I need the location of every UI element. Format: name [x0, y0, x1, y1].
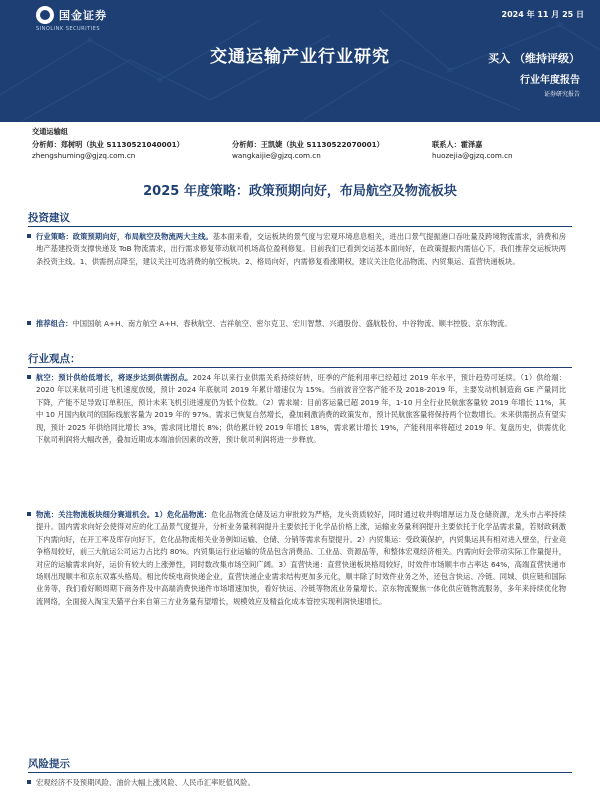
report-date: 2024 年 11 月 25 日: [501, 10, 584, 19]
paragraph: [36, 777, 566, 789]
contact-email[interactable]: huozejia@gjzq.com.cn: [432, 151, 513, 160]
logo-name: 国金证券: [59, 9, 107, 22]
body-text: 宏观经济不及预期风险、油价大幅上涨风险、人民币汇率贬值风险。: [36, 778, 255, 787]
bullet-marker: [27, 234, 31, 238]
analyst-2-email[interactable]: wangkaijie@gjzq.com.cn: [232, 151, 321, 160]
section-heading-investment: 投资建议: [28, 212, 70, 224]
lead-text: 行业策略：政策预期向好，布局航空及物流两大主线。: [36, 232, 213, 241]
paragraph: [36, 372, 566, 446]
email-row: [32, 150, 568, 161]
analyst-info: [32, 127, 568, 161]
lead-text: 物流：关注物流板块细分赛道机会。1）危化品物流：: [36, 510, 212, 519]
analyst-1-email[interactable]: zhengshuming@gjzq.com.cn: [32, 151, 136, 160]
report-department: 证券研究报告: [543, 91, 580, 98]
section-divider: [28, 226, 572, 227]
company-logo: [36, 6, 107, 24]
contact-person: 联系人：霍泽嘉: [432, 140, 483, 149]
section-heading-industry-view: 行业观点：: [28, 353, 81, 365]
rating-label: 买入 （维持评级）: [488, 52, 580, 65]
report-title: 交通运输产业行业研究: [210, 47, 390, 67]
bullet-marker: [27, 321, 31, 325]
bullet-logistics: [36, 509, 566, 608]
section-divider: [28, 772, 572, 773]
analyst-1: 分析师：郑树明（执业 S1130521040001）: [32, 140, 184, 149]
main-title: 2025 年度策略：政策预期向好，布局航空及物流板块: [143, 184, 457, 199]
paragraph: [36, 318, 566, 330]
report-header: [0, 0, 600, 122]
lead-text: 航空：预计供给低增长，将逐步达到供需拐点。: [36, 373, 193, 382]
bullet-industry-strategy: [36, 231, 566, 268]
section-heading-risk: 风险提示: [28, 758, 70, 770]
logo-subtitle: SINOLINK SECURITIES: [36, 26, 100, 32]
paragraph: [36, 231, 566, 268]
body-text: 中国国航 A+H、南方航空 A+H、春秋航空、吉祥航空、密尔克卫、宏川智慧、兴通股份、盛航股份、中谷物流、顺丰控股、京东物流。: [72, 319, 512, 328]
bullet-recommended-portfolio: [36, 318, 566, 330]
bullet-risk: [36, 777, 566, 789]
team-name: 交通运输组: [32, 127, 68, 136]
body-text: 2024 年以来行业供需关系持续好转，旺季的产能利用率已经超过 2019 年水平，预计趋势可延续。（1）供给端：2020 年以来航司引进飞机速度放缓，预计 2024 年底航司 2019 年累计增速仅为 15%。当前波音空客产能不及 2018-2019 年，主要发动机制造商 GE 产量同比下降，产能不足导致订单积压，预计未来飞机引进速度仍为低个位数。（2）需求端：目前客运量已超 2019 年，1-10 月全行业民航旅客量较 2019 年增长 11%，其中 10 月国内航司的国际线旅客量为 2019 年的 97%。需求已恢复自然增长，叠加刺激消费的政策发布，预计民航旅客量将保持两个位数增长。未来供需拐点有望实现，预计 2025 年供给同比增长 3%，需求同比增长 8%；供给累计较 2019 年增长 18%，需求累计增长 19%，产能利用率将超过 2019 年。复盘历史，供需优化下航司利润将大幅改善，叠加近期成本端油价因素的改善，预计航司利润将进一步释放。: [36, 373, 566, 445]
report-type: 行业年度报告: [520, 75, 580, 86]
bullet-marker: [27, 512, 31, 516]
body-text: 基本面来看，交运板块的景气度与宏观环境息息相关，进出口景气提振港口吞吐量及跨境物流需求，消费和房地产基建投资支撑快递及 ToB 物流需求，出行需求修复带动航司机场高位盈利修复。目前我们已看到交运基本面向好，在政策提振内需信心下，我们推荐交运板块两条投资主线。1、供需拐点降至，建议关注可选消费的航空板块。2、格局向好，内需修复看涨期权，建议关注危化品物流、内贸集运、直营快递板块。: [36, 232, 566, 266]
body-text: 危化品物流仓储及运力审批较为严格，龙头资质较好，同时通过收并购增厚运力及仓储资源，龙头市占率持续提升。国内需求向好会使得对应的化工品景气度提升，分析业务量利润提升主要依托于化学品价格上涨，运输业务量利润提升主要依托于化学品需求量，若财政刺激下内需向好，在开工率及库存向好下，危化品物流相关业务例如运输、仓储、分销等需求有望提升。2）内贸集运：受政策保护，内贸集运具有相对进入壁垒，行业竞争格局较好，前三大航运公司运力占比约 80%。内贸集运行业运输的货品包含消费品、工业品、资源品等，和整体宏观经济相关。内需向好会带动实际工作量提升，对应的运输需求向好，运价有较大的上涨弹性，同时数改集市场空间广阔。3）直营快递：直营快递板块格局较好，时效件市场顺丰市占率达 64%，高端直营快递市场则出现顺丰和京东双寡头格局。相比传统电商快递企业，直营快递企业需求结构更加多元化，顺丰除了时效件业务之外，还包含快运、冷链、同城、供应链和国际业务等，我们看好顺周期下商务件及中高端消费快递件市场增速加快，看好快运、冷链等物流业务量增长。京东物流聚焦一体化供应链物流服务，多年来持续优化物流网络，全面接入淘宝天猫平台来自第三方业务量有望增长，规模效应及精益化成本管控实现利润快速增长。: [36, 510, 567, 606]
analyst-2: 分析师：王凯婕（执业 S1130522070001）: [232, 140, 384, 149]
lead-text: 推荐组合：: [36, 319, 73, 328]
bullet-aviation: [36, 372, 566, 446]
section-divider: [28, 367, 572, 368]
bullet-marker: [27, 780, 31, 784]
bullet-marker: [27, 375, 31, 379]
paragraph: [36, 509, 566, 608]
logo-icon: [36, 6, 54, 24]
analyst-row: [32, 139, 568, 150]
